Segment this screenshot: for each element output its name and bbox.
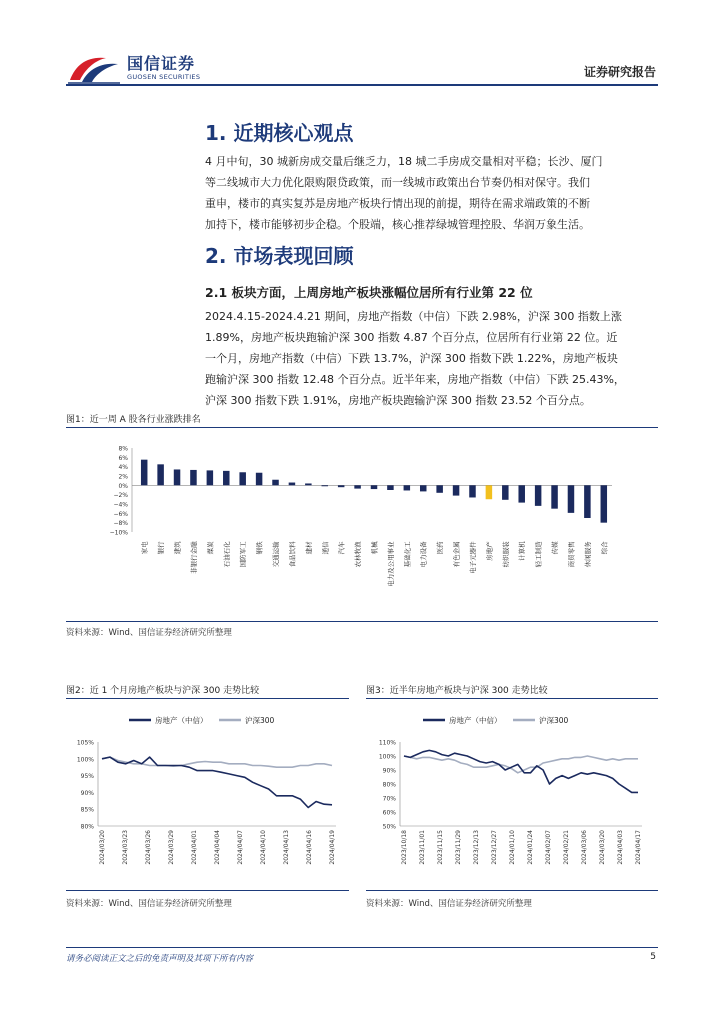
category-label: 基础化工 [403, 541, 412, 568]
category-label: 商贸零售 [567, 541, 576, 568]
logo-english-name: GUOSEN SECURITIES [127, 73, 201, 81]
y-tick-label: −10% [109, 529, 128, 537]
figure-3-top-rule [366, 698, 658, 699]
x-tick-label: 2023/11/29 [455, 830, 462, 865]
bar-电子元器件 [469, 485, 476, 497]
x-tick-label: 2024/03/20 [599, 830, 606, 865]
bar-综合 [601, 485, 608, 522]
category-label: 国防军工 [239, 541, 248, 568]
guosen-logo-icon [66, 50, 122, 86]
figure-1-source: 资料来源：Wind、国信证券经济研究所整理 [66, 628, 232, 638]
bar-传媒 [551, 485, 558, 508]
y-tick-label: 110% [378, 739, 396, 747]
bar-农林牧渔 [354, 485, 361, 488]
figure-1-top-rule [66, 427, 658, 428]
bar-银行 [157, 464, 164, 485]
footer-disclaimer: 请务必阅读正文之后的免责声明及其项下所有内容 [66, 954, 254, 964]
x-tick-label: 2024/04/13 [283, 830, 290, 865]
paragraph-line: 2024.4.15-2024.4.21 期间，房地产指数（中信）下跌 2.98%，沪深 300 指数上涨 [205, 310, 622, 323]
figure-2-title: 图2：近 1 个月房地产板块与沪深 300 走势比较 [66, 686, 260, 696]
bar-医药 [436, 485, 443, 492]
legend-label: 房地产（中信） [449, 716, 502, 725]
y-tick-label: 70% [382, 795, 396, 803]
x-tick-label: 2024/04/07 [237, 830, 244, 865]
bar-建材 [305, 483, 312, 485]
bar-轻工制造 [535, 485, 542, 506]
bar-通信 [322, 485, 329, 486]
category-label: 有色金属 [452, 541, 461, 568]
x-tick-label: 2023/12/13 [473, 830, 480, 865]
paragraph-line: 4 月中旬，30 城新房成交量后继乏力，18 城二手房成交量相对平稳；长沙、厦门 [205, 155, 603, 168]
section-2-1-paragraph [205, 306, 657, 411]
category-label: 纺织服装 [501, 541, 510, 568]
y-tick-label: 100% [76, 756, 94, 764]
category-label: 煤炭 [206, 541, 215, 555]
x-tick-label: 2024/01/10 [509, 830, 516, 865]
half-year-trend-line-chart [366, 702, 658, 890]
category-label: 交通运输 [272, 541, 281, 568]
x-tick-label: 2024/03/20 [99, 830, 106, 865]
y-tick-label: 4% [118, 464, 128, 472]
y-tick-label: 80% [382, 781, 396, 789]
y-tick-label: 100% [378, 753, 396, 761]
figure-2-bottom-rule [66, 890, 349, 891]
paragraph-line: 等二线城市大力优化限购限贷政策，而一线城市政策出台节奏仍相对保守。我们 [205, 176, 590, 189]
logo-chinese-name: 国信证券 [127, 54, 196, 73]
bar-石油石化 [223, 471, 230, 485]
category-label: 轻工制造 [534, 541, 543, 568]
y-tick-label: 50% [382, 823, 396, 831]
report-type-label: 证券研究报告 [583, 65, 656, 79]
figure-3-bottom-rule [366, 890, 658, 891]
paragraph-line: 一个月，房地产指数（中信）下跌 13.7%，沪深 300 指数下跌 1.22%，房地产板块 [205, 352, 618, 365]
x-tick-label: 2024/04/16 [306, 830, 313, 865]
y-tick-label: −2% [113, 492, 128, 500]
x-tick-label: 2023/12/27 [491, 830, 498, 865]
bar-非银行金融 [190, 470, 197, 485]
bar-建筑 [174, 469, 181, 485]
x-tick-label: 2024/04/19 [329, 830, 336, 865]
x-tick-label: 2024/04/03 [617, 830, 624, 865]
figure-2-top-rule [66, 698, 349, 699]
bar-休闲服务 [584, 485, 591, 518]
paragraph-line: 1.89%，房地产板块跑输沪深 300 指数 4.87 个百分点，位居所有行业第 22 位。近 [205, 331, 618, 344]
x-tick-label: 2024/03/06 [581, 830, 588, 865]
x-tick-label: 2024/03/23 [122, 830, 129, 865]
x-tick-label: 2024/03/26 [145, 830, 152, 865]
category-label: 石油石化 [222, 541, 231, 568]
header-divider [66, 84, 658, 86]
x-tick-label: 2024/04/10 [260, 830, 267, 865]
paragraph-line: 加持下，楼市能够初步企稳。个股端，核心推荐绿城管理控股、华润万象生活。 [205, 218, 590, 231]
bar-电力及公用事业 [387, 485, 394, 490]
subsection-2-1-heading: 2.1 板块方面，上周房地产板块涨幅位居所有行业第 22 位 [205, 285, 533, 300]
footer-divider [66, 947, 658, 948]
bar-汽车 [338, 485, 345, 487]
category-label: 电力设备 [419, 541, 428, 568]
y-tick-label: 85% [80, 806, 94, 814]
bar-机械 [371, 485, 378, 489]
bar-国防军工 [239, 472, 246, 485]
series-line-hs300 [404, 756, 638, 773]
category-label: 钢铁 [255, 541, 264, 555]
category-label: 机械 [370, 541, 379, 555]
y-tick-label: 90% [382, 767, 396, 775]
y-tick-label: 0% [118, 482, 128, 490]
bar-钢铁 [256, 473, 263, 486]
category-label: 银行 [157, 541, 166, 555]
bar-商贸零售 [568, 485, 575, 513]
y-tick-label: 2% [118, 473, 128, 481]
paragraph-line: 跑输沪深 300 指数 12.48 个百分点。近半年来，房地产指数（中信）下跌 25.43%， [205, 373, 625, 386]
bar-计算机 [518, 485, 525, 502]
x-tick-label: 2024/04/04 [214, 830, 221, 865]
x-tick-label: 2024/03/29 [168, 830, 175, 865]
y-tick-label: 8% [118, 445, 128, 453]
one-month-trend-line-chart [66, 702, 349, 890]
category-label: 休闲服务 [583, 541, 592, 568]
figure-1-title: 图1：近一周 A 股各行业涨跌排名 [66, 415, 201, 425]
bar-交通运输 [272, 480, 279, 486]
figure-3-source: 资料来源：Wind、国信证券经济研究所整理 [366, 899, 532, 909]
bar-纺织服装 [502, 485, 509, 499]
y-tick-label: 90% [80, 789, 94, 797]
series-line-property [102, 757, 332, 807]
category-label: 家电 [140, 541, 149, 555]
category-label: 计算机 [518, 541, 527, 561]
y-tick-label: −6% [113, 510, 128, 518]
bar-煤炭 [207, 470, 214, 485]
figure-3-title: 图3：近半年房地产板块与沪深 300 走势比较 [366, 686, 548, 696]
x-tick-label: 2023/10/18 [401, 830, 408, 865]
section-1-paragraph [205, 151, 657, 235]
bar-有色金属 [453, 485, 460, 495]
category-label: 综合 [600, 541, 609, 555]
x-tick-label: 2024/04/17 [635, 830, 642, 865]
legend-label: 沪深300 [245, 716, 275, 725]
category-label: 传媒 [551, 541, 560, 555]
legend-label: 沪深300 [539, 716, 569, 725]
x-tick-label: 2023/11/15 [437, 830, 444, 865]
y-tick-label: −4% [113, 501, 128, 509]
x-tick-label: 2023/11/01 [419, 830, 426, 865]
bar-基础化工 [404, 485, 411, 490]
y-tick-label: 80% [80, 823, 94, 831]
y-tick-label: 95% [80, 773, 94, 781]
section-2-heading: 2. 市场表现回顾 [205, 244, 354, 268]
figure-1-bottom-rule [66, 621, 658, 622]
paragraph-line: 重申，楼市的真实复苏是房地产板块行情出现的前提，期待在需求端政策的不断 [205, 197, 590, 210]
paragraph-line: 沪深 300 指数下跌 1.91%，房地产板块跑输沪深 300 指数 23.52 个百分点。 [205, 394, 591, 407]
y-tick-label: 105% [76, 739, 94, 747]
category-label: 电子元器件 [468, 541, 477, 574]
figure-2-source: 资料来源：Wind、国信证券经济研究所整理 [66, 899, 232, 909]
category-label: 房地产 [485, 541, 494, 561]
y-tick-label: 6% [118, 454, 128, 462]
bar-家电 [141, 460, 148, 486]
bar-电力设备 [420, 485, 427, 491]
section-1-heading: 1. 近期核心观点 [205, 121, 354, 145]
category-label: 建材 [304, 541, 313, 555]
y-tick-label: −8% [113, 520, 128, 528]
category-label: 医药 [436, 541, 445, 555]
x-tick-label: 2024/02/21 [563, 830, 570, 865]
category-label: 汽车 [337, 541, 346, 555]
x-tick-label: 2024/02/07 [545, 830, 552, 865]
x-tick-label: 2024/04/01 [191, 830, 198, 865]
x-tick-label: 2024/01/24 [527, 830, 534, 865]
category-label: 食品饮料 [288, 541, 297, 568]
bar-房地产 [486, 485, 493, 499]
category-label: 农林牧渔 [354, 541, 363, 568]
bar-食品饮料 [289, 483, 296, 486]
y-tick-label: 60% [382, 809, 396, 817]
page-number: 5 [650, 952, 656, 962]
category-label: 非银行金融 [189, 541, 198, 574]
industry-ranking-bar-chart [66, 432, 658, 622]
legend-label: 房地产（中信） [155, 716, 208, 725]
category-label: 通信 [321, 541, 330, 555]
category-label: 建筑 [173, 541, 182, 555]
category-label: 电力及公用事业 [386, 541, 395, 587]
